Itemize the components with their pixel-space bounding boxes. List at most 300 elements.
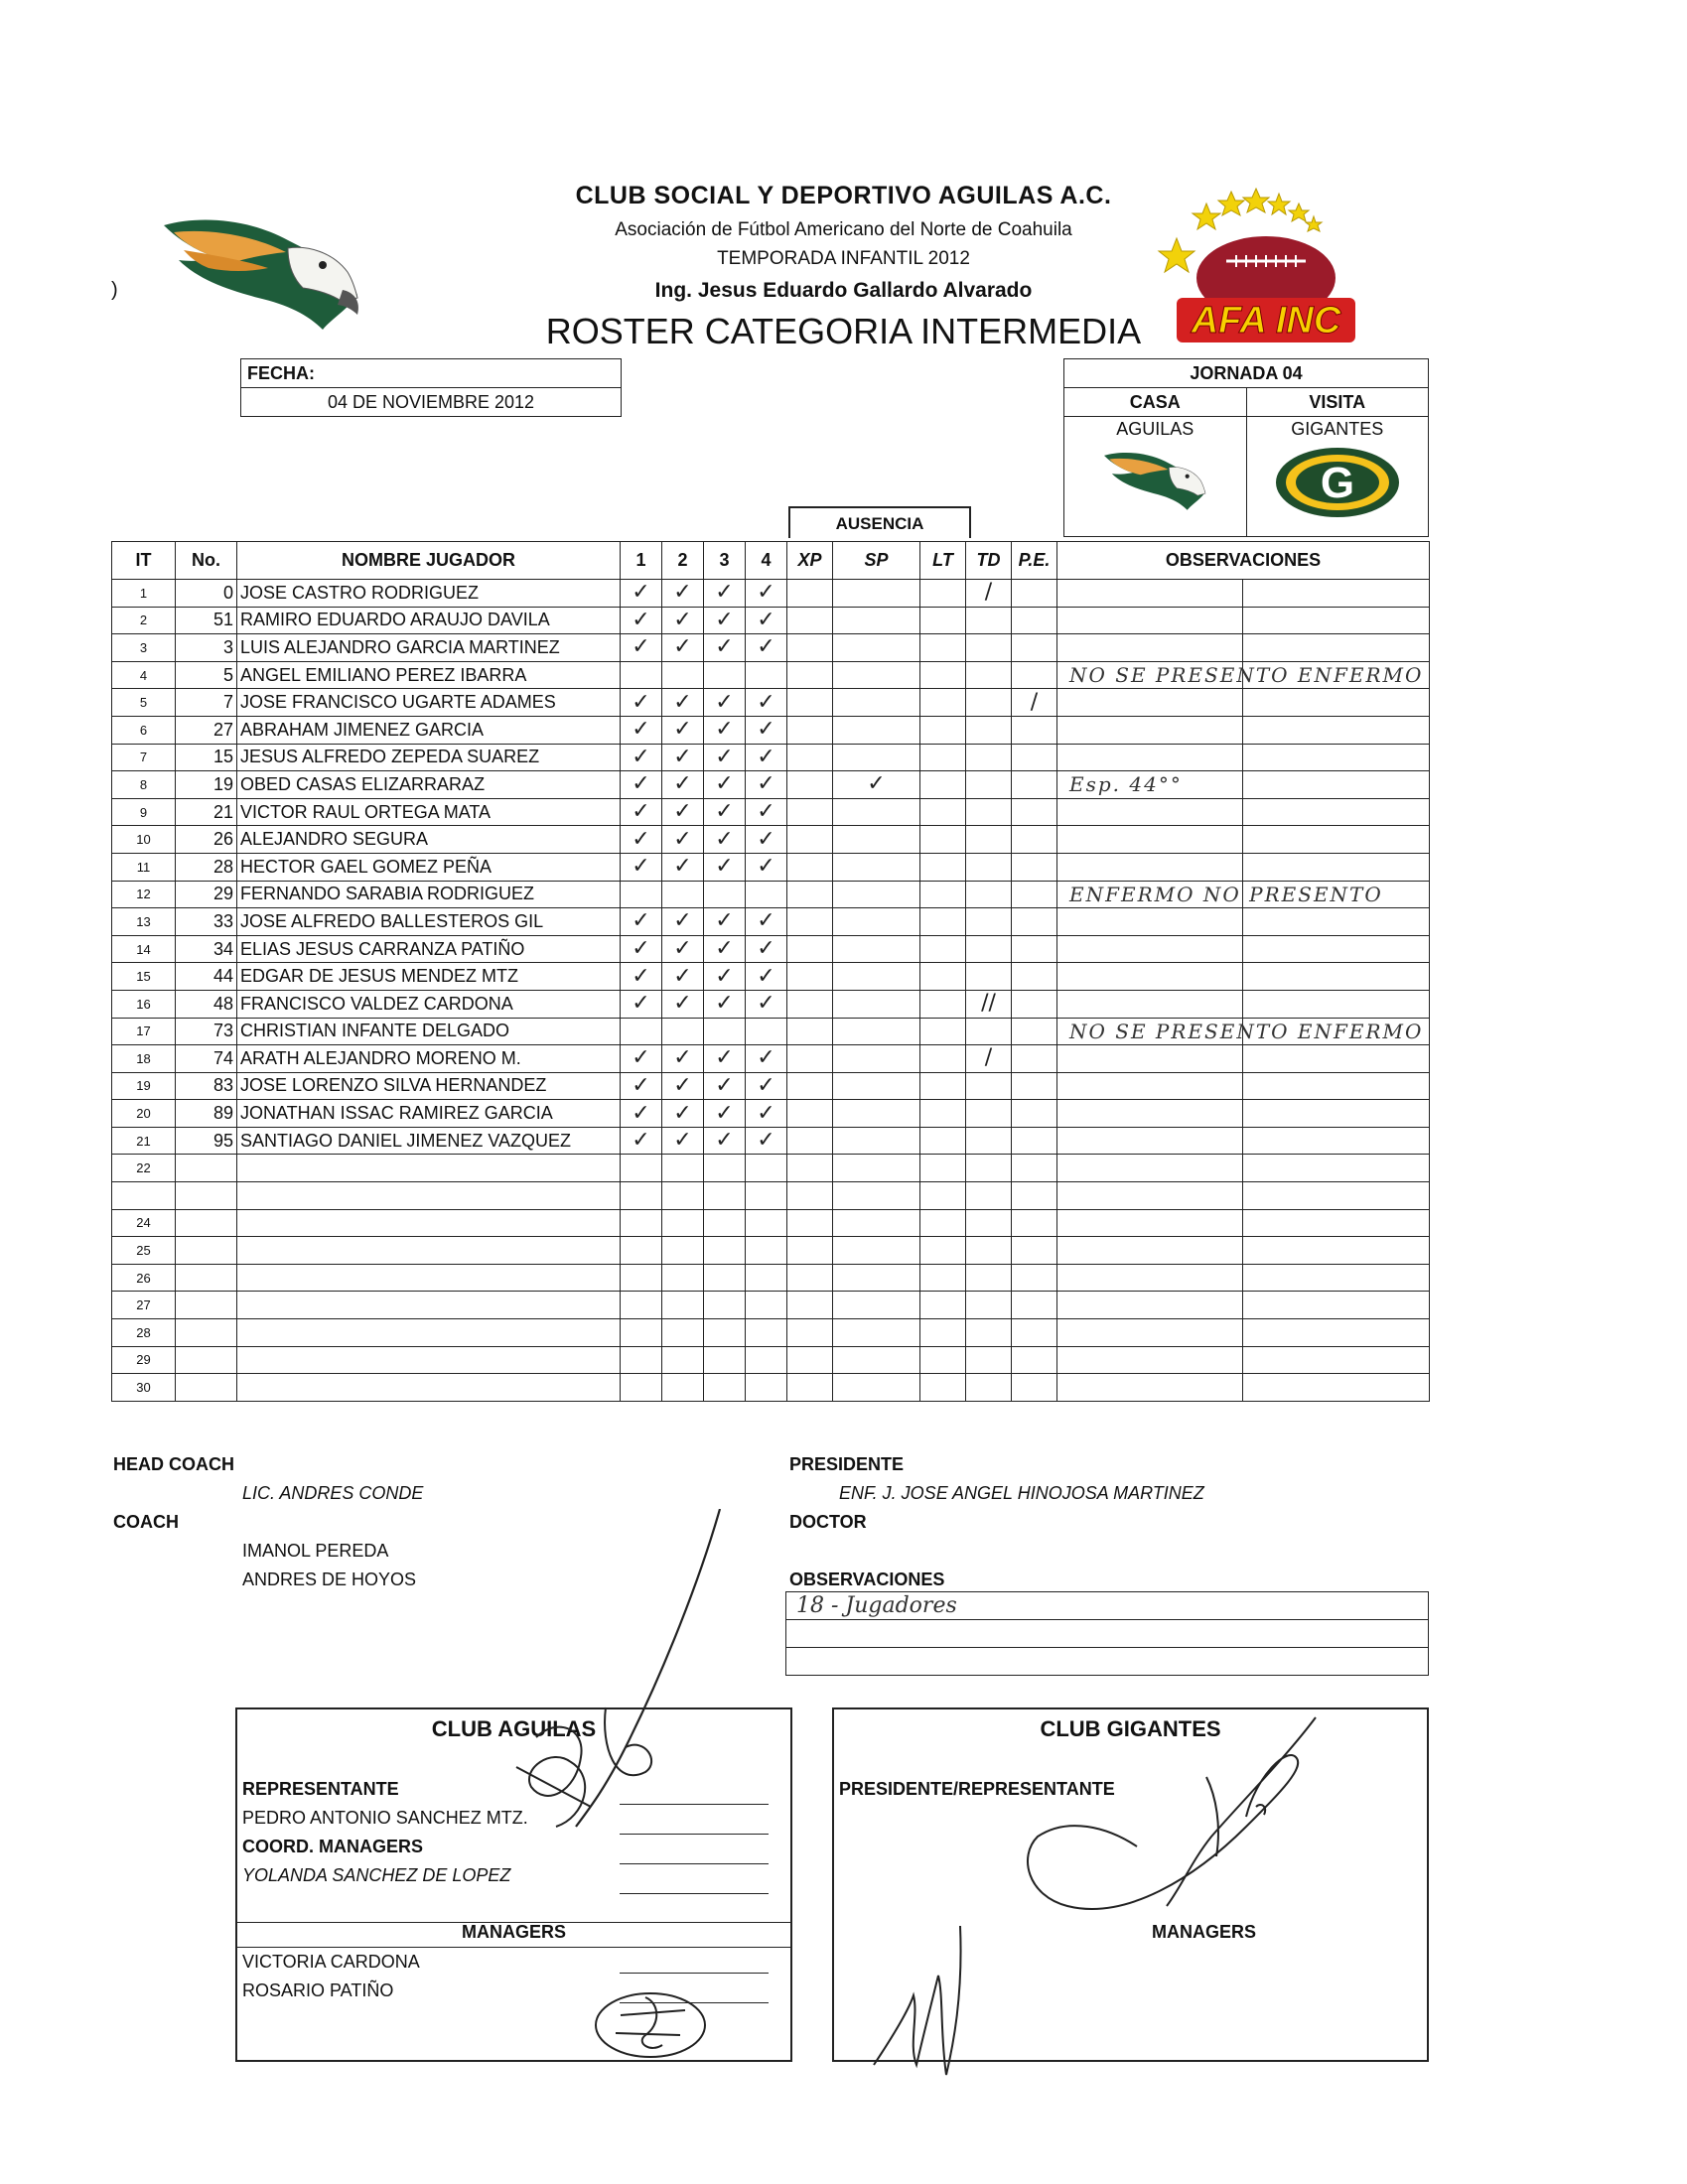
roster-td-mark xyxy=(966,1155,1012,1182)
coach-name-2: ANDRES DE HOYOS xyxy=(242,1570,417,1589)
observaciones-box xyxy=(785,1591,1429,1676)
roster-pe-mark xyxy=(1012,1264,1057,1292)
roster-observation-cell xyxy=(1057,1155,1243,1182)
roster-lt-mark xyxy=(920,1100,966,1128)
roster-q4-mark: ✓ xyxy=(746,744,787,771)
roster-q4-mark xyxy=(746,1155,787,1182)
casa-eagle-icon xyxy=(1095,448,1214,515)
head-coach-label: HEAD COACH xyxy=(113,1454,235,1474)
roster-name-cell xyxy=(237,1292,621,1319)
roster-xp-mark xyxy=(787,1155,833,1182)
roster-name-cell: ANGEL EMILIANO PEREZ IBARRA xyxy=(237,661,621,689)
doctor-label: DOCTOR xyxy=(789,1512,867,1532)
roster-it-cell: 3 xyxy=(112,634,176,662)
roster-it-cell: 20 xyxy=(112,1100,176,1128)
roster-observation-cell: NO SE PRESENTO ENFERMO xyxy=(1057,661,1243,689)
roster-td-mark xyxy=(966,1182,1012,1210)
col-no: No. xyxy=(176,542,237,580)
roster-td-mark xyxy=(966,607,1012,634)
roster-number-cell: 19 xyxy=(176,771,237,799)
roster-pe-mark xyxy=(1012,1155,1057,1182)
roster-q2-mark xyxy=(662,1319,704,1347)
roster-xp-mark xyxy=(787,1292,833,1319)
roster-name-cell xyxy=(237,1155,621,1182)
roster-q3-mark: ✓ xyxy=(704,1127,746,1155)
col-sp: SP xyxy=(833,542,920,580)
roster-observation-cell: Esp. 44°° xyxy=(1057,771,1243,799)
roster-q1-mark xyxy=(621,1209,662,1237)
roster-td-mark: / xyxy=(966,1045,1012,1073)
roster-sp-mark xyxy=(833,1209,920,1237)
roster-lt-mark xyxy=(920,990,966,1018)
roster-name-cell xyxy=(237,1319,621,1347)
roster-lt-mark xyxy=(920,661,966,689)
roster-sp-mark xyxy=(833,689,920,717)
roster-q2-mark xyxy=(662,1292,704,1319)
roster-observation-cell xyxy=(1057,798,1243,826)
roster-pe-mark xyxy=(1012,1127,1057,1155)
coach-label: COACH xyxy=(113,1512,179,1532)
club-gigantes-title: CLUB GIGANTES xyxy=(1040,1716,1221,1741)
fecha-value: 04 DE NOVIEMBRE 2012 xyxy=(241,388,622,417)
col-q4: 4 xyxy=(746,542,787,580)
roster-q2-mark: ✓ xyxy=(662,853,704,881)
roster-number-cell: 89 xyxy=(176,1100,237,1128)
roster-q2-mark xyxy=(662,1374,704,1402)
roster-it-cell: 2 xyxy=(112,607,176,634)
stray-paren: ) xyxy=(111,279,118,301)
roster-it-cell: 15 xyxy=(112,963,176,991)
head-coach-name: LIC. ANDRES CONDE xyxy=(242,1483,424,1503)
roster-observation-cell xyxy=(1057,1346,1243,1374)
roster-it-cell xyxy=(112,1182,176,1210)
roster-pe-mark xyxy=(1012,1045,1057,1073)
roster-number-cell: 28 xyxy=(176,853,237,881)
fecha-label: FECHA: xyxy=(241,359,622,388)
roster-q3-mark xyxy=(704,1155,746,1182)
roster-pe-mark xyxy=(1012,1018,1057,1045)
roster-it-cell: 14 xyxy=(112,935,176,963)
gigantes-logo-icon xyxy=(1273,446,1402,519)
presidente-name: ENF. J. JOSE ANGEL HINOJOSA MARTINEZ xyxy=(839,1483,1204,1503)
roster-q1-mark: ✓ xyxy=(621,1072,662,1100)
roster-it-cell: 25 xyxy=(112,1237,176,1265)
roster-q2-mark xyxy=(662,881,704,908)
roster-q3-mark: ✓ xyxy=(704,963,746,991)
roster-observation-cell-2 xyxy=(1243,935,1430,963)
roster-xp-mark xyxy=(787,1209,833,1237)
roster-lt-mark xyxy=(920,853,966,881)
roster-q4-mark: ✓ xyxy=(746,853,787,881)
roster-q3-mark xyxy=(704,1018,746,1045)
roster-td-mark xyxy=(966,689,1012,717)
roster-name-cell: FRANCISCO VALDEZ CARDONA xyxy=(237,990,621,1018)
roster-q3-mark xyxy=(704,661,746,689)
roster-lt-mark xyxy=(920,1319,966,1347)
roster-xp-mark xyxy=(787,881,833,908)
roster-number-cell: 95 xyxy=(176,1127,237,1155)
roster-q2-mark xyxy=(662,1182,704,1210)
roster-observation-cell-2 xyxy=(1243,826,1430,854)
roster-td-mark xyxy=(966,798,1012,826)
roster-q4-mark xyxy=(746,1182,787,1210)
roster-q2-mark: ✓ xyxy=(662,1100,704,1128)
col-obs: OBSERVACIONES xyxy=(1057,542,1430,580)
roster-number-cell: 74 xyxy=(176,1045,237,1073)
roster-lt-mark xyxy=(920,689,966,717)
roster-td-mark xyxy=(966,908,1012,936)
roster-xp-mark xyxy=(787,716,833,744)
roster-it-cell: 5 xyxy=(112,689,176,717)
table-row xyxy=(112,661,1430,689)
roster-observation-cell-2 xyxy=(1243,634,1430,662)
roster-name-cell: ALEJANDRO SEGURA xyxy=(237,826,621,854)
roster-q2-mark: ✓ xyxy=(662,771,704,799)
roster-td-mark xyxy=(966,1292,1012,1319)
roster-q4-mark: ✓ xyxy=(746,798,787,826)
roster-pe-mark xyxy=(1012,661,1057,689)
roster-observation-cell-2 xyxy=(1243,607,1430,634)
roster-sp-mark xyxy=(833,1182,920,1210)
roster-name-cell: CHRISTIAN INFANTE DELGADO xyxy=(237,1018,621,1045)
roster-pe-mark xyxy=(1012,1182,1057,1210)
roster-it-cell: 19 xyxy=(112,1072,176,1100)
coord-managers-name: YOLANDA SANCHEZ DE LOPEZ xyxy=(242,1865,511,1885)
roster-sp-mark: ✓ xyxy=(833,771,920,799)
roster-pe-mark xyxy=(1012,580,1057,608)
roster-q4-mark xyxy=(746,1319,787,1347)
roster-observation-cell-2 xyxy=(1243,1072,1430,1100)
roster-q4-mark xyxy=(746,1374,787,1402)
roster-observation-cell xyxy=(1057,634,1243,662)
roster-xp-mark xyxy=(787,798,833,826)
roster-q1-mark xyxy=(621,1264,662,1292)
roster-table xyxy=(111,541,1430,1402)
roster-q1-mark: ✓ xyxy=(621,798,662,826)
roster-q3-mark xyxy=(704,1346,746,1374)
roster-observation-cell-2 xyxy=(1243,963,1430,991)
roster-pe-mark xyxy=(1012,1209,1057,1237)
table-row xyxy=(112,716,1430,744)
roster-sp-mark xyxy=(833,1319,920,1347)
roster-it-cell: 29 xyxy=(112,1346,176,1374)
gigantes-managers-label: MANAGERS xyxy=(1151,1922,1256,1942)
roster-observation-cell-2 xyxy=(1243,1292,1430,1319)
roster-observation-cell xyxy=(1057,1237,1243,1265)
roster-pe-mark xyxy=(1012,1374,1057,1402)
roster-q3-mark: ✓ xyxy=(704,716,746,744)
roster-number-cell: 48 xyxy=(176,990,237,1018)
roster-observation-cell xyxy=(1057,935,1243,963)
roster-xp-mark xyxy=(787,661,833,689)
roster-xp-mark xyxy=(787,963,833,991)
roster-name-cell: EDGAR DE JESUS MENDEZ MTZ xyxy=(237,963,621,991)
roster-q1-mark: ✓ xyxy=(621,1127,662,1155)
table-row xyxy=(112,963,1430,991)
roster-q4-mark xyxy=(746,1018,787,1045)
roster-observation-cell-2 xyxy=(1243,1182,1430,1210)
roster-q1-mark: ✓ xyxy=(621,908,662,936)
roster-q3-mark: ✓ xyxy=(704,634,746,662)
roster-number-cell: 5 xyxy=(176,661,237,689)
managers-divider-2 xyxy=(237,1947,790,1948)
gigantes-logo-letter: G xyxy=(1320,459,1354,507)
roster-q3-mark: ✓ xyxy=(704,1100,746,1128)
manager-name-2: ROSARIO PATIÑO xyxy=(242,1980,394,2000)
roster-it-cell: 30 xyxy=(112,1374,176,1402)
roster-name-cell xyxy=(237,1182,621,1210)
roster-name-cell: VICTOR RAUL ORTEGA MATA xyxy=(237,798,621,826)
roster-q4-mark xyxy=(746,1209,787,1237)
roster-observation-cell-2 xyxy=(1243,908,1430,936)
roster-number-cell: 15 xyxy=(176,744,237,771)
roster-header-row xyxy=(112,542,1430,580)
roster-number-cell xyxy=(176,1237,237,1265)
roster-pe-mark xyxy=(1012,990,1057,1018)
roster-xp-mark xyxy=(787,853,833,881)
roster-name-cell xyxy=(237,1264,621,1292)
roster-q1-mark xyxy=(621,1155,662,1182)
roster-it-cell: 8 xyxy=(112,771,176,799)
roster-q2-mark: ✓ xyxy=(662,689,704,717)
roster-xp-mark xyxy=(787,744,833,771)
roster-sp-mark xyxy=(833,908,920,936)
roster-q3-mark xyxy=(704,881,746,908)
roster-name-cell xyxy=(237,1374,621,1402)
roster-sp-mark xyxy=(833,1346,920,1374)
roster-number-cell xyxy=(176,1264,237,1292)
roster-td-mark xyxy=(966,881,1012,908)
roster-lt-mark xyxy=(920,1237,966,1265)
roster-pe-mark xyxy=(1012,716,1057,744)
roster-name-cell: JOSE ALFREDO BALLESTEROS GIL xyxy=(237,908,621,936)
roster-name-cell: FERNANDO SARABIA RODRIGUEZ xyxy=(237,881,621,908)
table-row xyxy=(112,771,1430,799)
roster-it-cell: 11 xyxy=(112,853,176,881)
roster-xp-mark xyxy=(787,580,833,608)
roster-q4-mark: ✓ xyxy=(746,1100,787,1128)
roster-q1-mark xyxy=(621,1292,662,1319)
roster-observation-cell xyxy=(1057,1292,1243,1319)
roster-observation-cell-2 xyxy=(1243,744,1430,771)
table-row xyxy=(112,935,1430,963)
roster-observation-cell xyxy=(1057,1264,1243,1292)
roster-q4-mark: ✓ xyxy=(746,1072,787,1100)
roster-td-mark xyxy=(966,963,1012,991)
roster-xp-mark xyxy=(787,826,833,854)
roster-sp-mark xyxy=(833,963,920,991)
roster-q3-mark: ✓ xyxy=(704,826,746,854)
roster-pe-mark xyxy=(1012,1292,1057,1319)
roster-xp-mark xyxy=(787,1319,833,1347)
roster-name-cell xyxy=(237,1346,621,1374)
roster-lt-mark xyxy=(920,1182,966,1210)
roster-q2-mark: ✓ xyxy=(662,1045,704,1073)
roster-q2-mark xyxy=(662,1155,704,1182)
roster-observation-cell-2 xyxy=(1243,1346,1430,1374)
roster-sp-mark xyxy=(833,1127,920,1155)
roster-observation-cell xyxy=(1057,744,1243,771)
roster-observation-cell-2 xyxy=(1243,716,1430,744)
roster-pe-mark xyxy=(1012,607,1057,634)
roster-lt-mark xyxy=(920,1155,966,1182)
roster-q3-mark: ✓ xyxy=(704,689,746,717)
aguilas-manager-signature-icon xyxy=(591,1985,710,2065)
visita-team: GIGANTES xyxy=(1291,419,1384,439)
presidente-label: PRESIDENTE xyxy=(789,1454,905,1474)
roster-q4-mark xyxy=(746,1346,787,1374)
association-name: Asociación de Fútbol Americano del Norte de Coahuila xyxy=(615,219,1072,240)
roster-td-mark xyxy=(966,826,1012,854)
roster-q4-mark xyxy=(746,1292,787,1319)
roster-lt-mark xyxy=(920,744,966,771)
roster-q4-mark: ✓ xyxy=(746,689,787,717)
roster-q3-mark: ✓ xyxy=(704,580,746,608)
roster-pe-mark xyxy=(1012,908,1057,936)
roster-xp-mark xyxy=(787,908,833,936)
col-lt: LT xyxy=(920,542,966,580)
roster-sp-mark xyxy=(833,580,920,608)
table-row xyxy=(112,1292,1430,1319)
roster-name-cell xyxy=(237,1209,621,1237)
roster-lt-mark xyxy=(920,881,966,908)
observaciones-note: 18 - Jugadores xyxy=(786,1592,1429,1620)
roster-q1-mark: ✓ xyxy=(621,1045,662,1073)
observaciones-line-2 xyxy=(786,1620,1429,1648)
roster-number-cell: 0 xyxy=(176,580,237,608)
roster-lt-mark xyxy=(920,826,966,854)
roster-observation-cell-2 xyxy=(1243,689,1430,717)
roster-q3-mark xyxy=(704,1209,746,1237)
head-coach-signature-icon xyxy=(477,1509,735,1866)
roster-lt-mark xyxy=(920,1127,966,1155)
roster-observation-cell xyxy=(1057,990,1243,1018)
roster-q3-mark: ✓ xyxy=(704,1072,746,1100)
table-row xyxy=(112,580,1430,608)
roster-xp-mark xyxy=(787,689,833,717)
roster-observation-cell-2 xyxy=(1243,1127,1430,1155)
roster-q2-mark: ✓ xyxy=(662,798,704,826)
roster-it-cell: 6 xyxy=(112,716,176,744)
casa-label: CASA xyxy=(1064,388,1247,417)
roster-number-cell: 7 xyxy=(176,689,237,717)
table-row xyxy=(112,1018,1430,1045)
table-row xyxy=(112,1346,1430,1374)
roster-number-cell: 33 xyxy=(176,908,237,936)
table-row xyxy=(112,1072,1430,1100)
roster-sp-mark xyxy=(833,1374,920,1402)
roster-q2-mark xyxy=(662,1264,704,1292)
roster-lt-mark xyxy=(920,1374,966,1402)
roster-observation-cell xyxy=(1057,716,1243,744)
roster-observation-cell xyxy=(1057,1182,1243,1210)
roster-name-cell: RAMIRO EDUARDO ARAUJO DAVILA xyxy=(237,607,621,634)
roster-xp-mark xyxy=(787,607,833,634)
roster-pe-mark xyxy=(1012,744,1057,771)
table-row xyxy=(112,1209,1430,1237)
roster-pe-mark xyxy=(1012,1346,1057,1374)
table-row xyxy=(112,908,1430,936)
roster-observation-cell xyxy=(1057,689,1243,717)
roster-q3-mark xyxy=(704,1182,746,1210)
roster-name-cell: ELIAS JESUS CARRANZA PATIÑO xyxy=(237,935,621,963)
observaciones-label: OBSERVACIONES xyxy=(789,1570,945,1589)
roster-lt-mark xyxy=(920,935,966,963)
table-row xyxy=(112,607,1430,634)
roster-observation-cell-2 xyxy=(1243,1045,1430,1073)
roster-observation-cell-2 xyxy=(1243,1100,1430,1128)
roster-observation-cell xyxy=(1057,1045,1243,1073)
roster-td-mark xyxy=(966,744,1012,771)
ausencia-label: AUSENCIA xyxy=(788,506,971,538)
roster-xp-mark xyxy=(787,1127,833,1155)
roster-it-cell: 10 xyxy=(112,826,176,854)
roster-it-cell: 17 xyxy=(112,1018,176,1045)
roster-lt-mark xyxy=(920,1346,966,1374)
roster-number-cell: 44 xyxy=(176,963,237,991)
roster-q1-mark: ✓ xyxy=(621,963,662,991)
casa-cell xyxy=(1064,417,1247,537)
roster-sp-mark xyxy=(833,853,920,881)
roster-number-cell xyxy=(176,1319,237,1347)
roster-number-cell xyxy=(176,1346,237,1374)
roster-q2-mark: ✓ xyxy=(662,607,704,634)
roster-pe-mark xyxy=(1012,1072,1057,1100)
roster-title: ROSTER CATEGORIA INTERMEDIA xyxy=(545,311,1142,351)
gigantes-president-signature-icon xyxy=(1008,1707,1326,1966)
roster-lt-mark xyxy=(920,1292,966,1319)
roster-td-mark xyxy=(966,1209,1012,1237)
roster-number-cell: 73 xyxy=(176,1018,237,1045)
table-row xyxy=(112,689,1430,717)
roster-q1-mark: ✓ xyxy=(621,689,662,717)
roster-q3-mark xyxy=(704,1292,746,1319)
visita-label: VISITA xyxy=(1246,388,1429,417)
roster-pe-mark xyxy=(1012,826,1057,854)
roster-td-mark xyxy=(966,716,1012,744)
roster-name-cell: HECTOR GAEL GOMEZ PEÑA xyxy=(237,853,621,881)
roster-it-cell: 18 xyxy=(112,1045,176,1073)
roster-observation-cell xyxy=(1057,607,1243,634)
roster-body xyxy=(112,580,1430,1402)
roster-q3-mark: ✓ xyxy=(704,798,746,826)
roster-observation-cell-2 xyxy=(1243,990,1430,1018)
roster-name-cell: OBED CASAS ELIZARRARAZ xyxy=(237,771,621,799)
roster-q2-mark: ✓ xyxy=(662,1072,704,1100)
roster-observation-cell-2 xyxy=(1243,853,1430,881)
roster-td-mark xyxy=(966,1319,1012,1347)
roster-pe-mark xyxy=(1012,935,1057,963)
roster-q1-mark xyxy=(621,1018,662,1045)
table-row xyxy=(112,1237,1430,1265)
club-name: CLUB SOCIAL Y DEPORTIVO AGUILAS A.C. xyxy=(575,182,1112,209)
visita-cell xyxy=(1246,417,1429,537)
roster-lt-mark xyxy=(920,1018,966,1045)
afa-logo-text: AFA INC xyxy=(1191,300,1341,341)
afa-inc-logo-icon xyxy=(1147,184,1385,352)
roster-q2-mark: ✓ xyxy=(662,990,704,1018)
table-row xyxy=(112,1264,1430,1292)
roster-sp-mark xyxy=(833,1155,920,1182)
roster-pe-mark xyxy=(1012,1100,1057,1128)
roster-observation-cell xyxy=(1057,1072,1243,1100)
roster-q3-mark xyxy=(704,1264,746,1292)
roster-sp-mark xyxy=(833,1292,920,1319)
roster-name-cell: ARATH ALEJANDRO MORENO M. xyxy=(237,1045,621,1073)
roster-lt-mark xyxy=(920,1264,966,1292)
roster-number-cell xyxy=(176,1292,237,1319)
roster-sp-mark xyxy=(833,1237,920,1265)
